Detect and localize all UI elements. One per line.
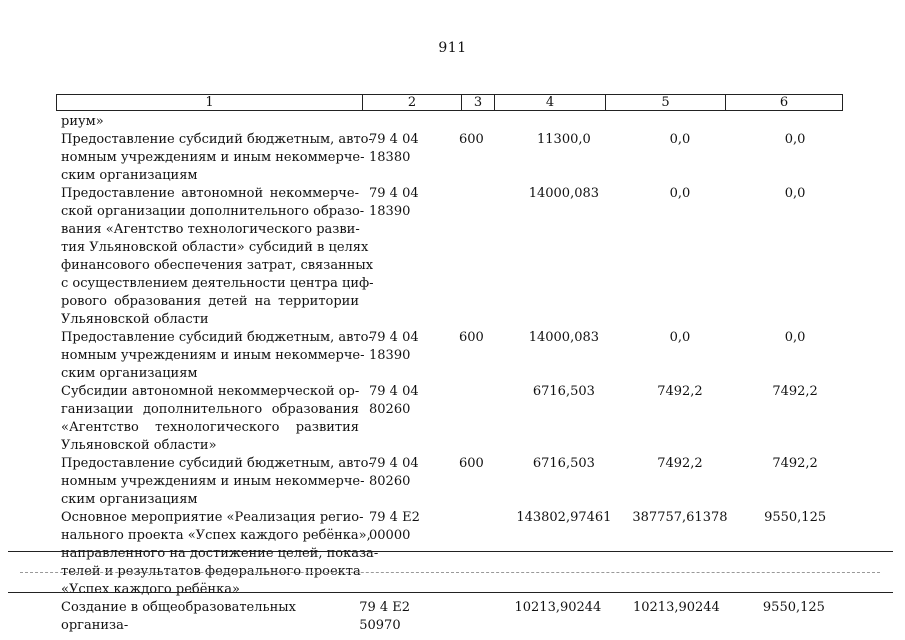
row-value-2: 0,0 [669,186,691,201]
table-row [61,509,851,599]
table-row [61,131,851,185]
row-value-2 [616,113,737,131]
header-col-3: 3 [462,95,495,110]
table-row [61,185,851,329]
row-value-3: 0,0 [784,186,806,201]
header-col-1: 1 [57,95,363,110]
row-code: 79 4 E2 50970 [359,600,411,633]
row-value-3: 7492,2 [772,384,818,399]
table-row [61,455,851,509]
row-name-line: Ульяновской области» [61,438,217,453]
row-vr: 600 [459,456,484,471]
row-name [61,131,373,185]
row-name-line: «Успех каждого ребёнка» [61,582,240,597]
row-value-1: 143802,97461 [516,510,612,525]
row-name-line: финансового обеспечения затрат, связанных [61,258,374,273]
row-name-line: Создание в общеобразовательных организа- [61,600,296,633]
row-value-3: 9550,125 [764,510,827,525]
row-name-line: нального проекта «Успех каждого ребёнка», [61,528,371,543]
row-name-line: номным учреждениям и иным некоммерче- [61,348,365,363]
row-name [61,383,359,455]
row-name-line: Предоставление субсидий бюджетным, авто- [61,330,373,345]
row-vr [451,113,488,131]
strike-line-lower [8,592,893,593]
page-number: 911 [438,40,467,56]
row-code: 79 4 04 80260 [369,456,419,489]
row-value-1: 11300,0 [537,132,591,147]
row-name-line: ганизации дополнительного образования [61,402,359,417]
row-value-3: 0,0 [784,330,806,345]
row-value-2: 387757,61378 [632,510,728,525]
row-name-line: ским организациям [61,492,198,507]
row-value-1: 14000,083 [528,186,600,201]
row-name [61,185,374,329]
row-name-line: Предоставление субсидий бюджетным, авто- [61,132,373,147]
row-name [61,455,373,509]
row-vr [459,383,495,455]
row-name-line: Предоставление субсидий бюджетным, авто- [61,456,373,471]
row-value-1 [488,113,616,131]
row-value-1: 6716,503 [532,384,595,399]
row-name [61,329,373,383]
header-col-2: 2 [363,95,462,110]
row-value-2: 0,0 [669,132,691,147]
row-name [61,599,349,635]
row-value-1: 10213,90244 [514,600,602,615]
table-row [61,329,851,383]
row-name-line: телей и результатов федерального проекта [61,564,361,579]
row-vr: 600 [459,132,484,147]
row-value-3 [737,113,851,131]
row-vr [459,509,495,599]
header-col-6: 6 [779,95,789,110]
header-col-5: 5 [606,95,726,110]
row-name-line: Ульяновской области [61,312,209,327]
row-name-line: ским организациям [61,168,198,183]
row-value-2: 0,0 [669,330,691,345]
row-code: 79 4 04 18390 [369,330,419,363]
row-code: 79 4 04 18380 [369,132,419,165]
row-code: 79 4 E2 00000 [369,510,420,543]
table-header [56,94,843,111]
row-name-line: номным учреждениям и иным некоммерче- [61,150,365,165]
row-name-line: Основное мероприятие «Реализация регио- [61,510,364,525]
row-vr [451,599,488,635]
row-value-1: 14000,083 [528,330,600,345]
row-code [349,113,451,131]
strike-line-upper [8,551,893,552]
row-value-1: 6716,503 [532,456,595,471]
row-value-3: 0,0 [784,132,806,147]
scan-artifact-line [20,572,880,573]
table-body [61,113,851,635]
table-row [61,383,851,455]
row-name-line: вания «Агентство технологического разви- [61,222,360,237]
row-code: 79 4 04 18390 [369,186,419,219]
row-name-line: с осуществлением деятельности центра циф- [61,276,374,291]
row-value-3: 9550,125 [762,600,825,615]
row-name [61,113,349,131]
row-name-line: «Агентство технологического развития [61,420,359,435]
row-name-line: рового образования детей на территории [61,294,359,309]
row-name-line: номным учреждениям и иным некоммерче- [61,474,365,489]
row-name-line: ской организации дополнительного образо- [61,204,365,219]
row-name-line: ским организациям [61,366,198,381]
row-value-2: 10213,90244 [632,600,720,615]
table-row [61,599,851,635]
row-vr [459,185,495,329]
table-row [61,113,851,131]
row-name-line: Предоставление автономной некоммерче- [61,186,359,201]
row-name-line: Субсидии автономной некоммерческой ор- [61,384,360,399]
row-value-2: 7492,2 [657,456,703,471]
row-name-line: тия Ульяновской области» субсидий в целях [61,240,369,255]
row-name-line: риум» [61,114,104,129]
row-vr: 600 [459,330,484,345]
row-name-line: направленного на достижение целей, показа- [61,546,379,561]
row-name [61,509,379,599]
row-code: 79 4 04 80260 [369,384,419,417]
header-col-4: 4 [495,95,606,110]
row-value-2: 7492,2 [657,384,703,399]
row-value-3: 7492,2 [772,456,818,471]
